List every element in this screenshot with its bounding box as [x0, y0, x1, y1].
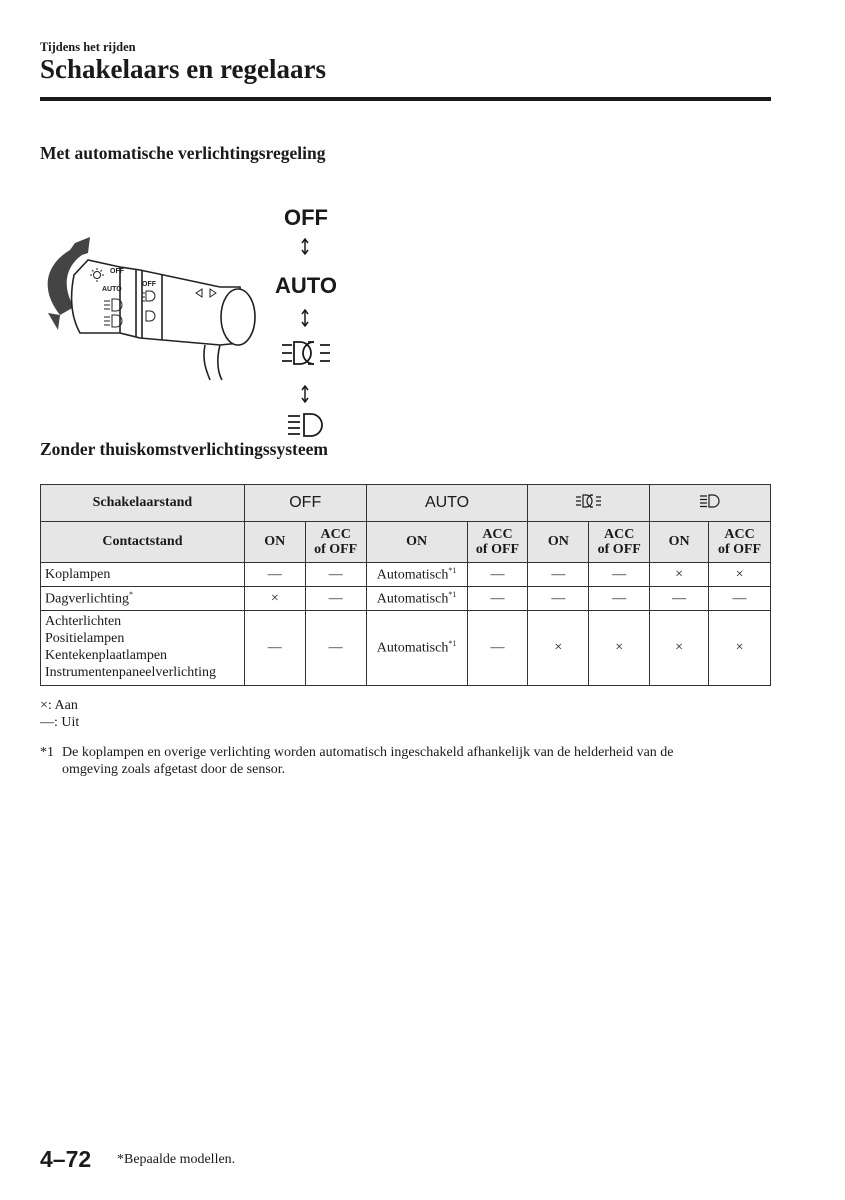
footnote-mark: *1: [40, 745, 54, 760]
subheading-no-home-lighting: Zonder thuiskomstverlichtingssysteem: [40, 439, 328, 459]
headlights-on-header: ON: [650, 522, 709, 563]
table-row: [41, 611, 771, 686]
mode-off-header: OFF: [244, 485, 366, 522]
table-cell: —: [589, 587, 650, 611]
light-switch-figure: [30, 195, 390, 440]
mode-headlights-header: [650, 485, 771, 522]
off-acc-header: ACC of OFF: [305, 522, 366, 563]
table-cell: ×: [709, 611, 771, 686]
table-row: [41, 563, 771, 587]
stalk-label-auto: AUTO: [102, 286, 122, 293]
table-cell: ×: [528, 611, 589, 686]
parking-lights-mode-icon: [282, 342, 330, 364]
stalk-label-off: OFF: [110, 268, 124, 275]
parking-on-header: ON: [528, 522, 589, 563]
stalk-label-off-2: OFF: [142, 281, 156, 288]
table-cell: —: [467, 563, 528, 587]
table-cell: ×: [589, 611, 650, 686]
auto-on-header: ON: [366, 522, 467, 563]
table-cell: ×: [650, 611, 709, 686]
row-label: Achterlichten Positielampen Kentekenplaatlampen Instrumentenpaneelverlichting: [41, 611, 245, 686]
subheading-auto-lights: Met automatische verlichtingsregeling: [40, 143, 326, 163]
table-cell: —: [305, 587, 366, 611]
table-row: [41, 587, 771, 611]
mode-off-label: OFF: [284, 205, 328, 230]
table-cell: —: [589, 563, 650, 587]
mode-auto-header: AUTO: [366, 485, 528, 522]
light-mode-table: [40, 484, 771, 686]
table-cell: —: [528, 563, 589, 587]
light-switch-illustration: [30, 195, 390, 440]
title-rule: [40, 97, 771, 101]
table-cell: —: [305, 563, 366, 587]
mode-auto-label: AUTO: [275, 273, 337, 298]
auto-acc-header: ACC of OFF: [467, 522, 528, 563]
table-cell: —: [709, 587, 771, 611]
table-cell: —: [305, 611, 366, 686]
parking-lights-icon: [575, 494, 603, 508]
table-cell: —: [467, 611, 528, 686]
section-label: Tijdens het rijden: [40, 40, 136, 54]
table-cell: —: [528, 587, 589, 611]
off-on-header: ON: [244, 522, 305, 563]
table-cell: —: [650, 587, 709, 611]
footnote-line-1: De koplampen en overige verlichting worden automatisch ingeschakeld afhankelijk van de helderheid van de: [62, 745, 674, 760]
footnote-line-2: omgeving zoals afgetast door de sensor.: [62, 762, 286, 777]
legend-on: ×: Aan: [40, 698, 78, 713]
table-cell: —: [244, 563, 305, 587]
switch-position-header: Schakelaarstand: [41, 485, 245, 522]
headlights-acc-header: ACC of OFF: [709, 522, 771, 563]
arrow-updown-2: [302, 310, 308, 326]
headlights-icon: [699, 494, 721, 508]
table-cell: —: [244, 611, 305, 686]
page-number: 4–72: [40, 1146, 92, 1172]
arrow-updown-3: [302, 386, 308, 402]
page-footnote: *Bepaalde modellen.: [117, 1152, 236, 1167]
row-label: Koplampen: [41, 563, 245, 587]
arrow-updown-1: [302, 239, 308, 254]
headlights-mode-icon: [288, 414, 322, 436]
table-cell: —: [467, 587, 528, 611]
footnote: [40, 744, 780, 778]
mode-parking-header: [528, 485, 650, 522]
parking-acc-header: ACC of OFF: [589, 522, 650, 563]
table-cell: Automatisch$^{*1}$: [366, 587, 467, 611]
page-title: Schakelaars en regelaars: [40, 54, 326, 84]
ignition-header: Contactstand: [41, 522, 245, 563]
table-cell: Automatisch$^{*1}$: [366, 563, 467, 587]
table-cell: Automatisch$^{*1}$: [366, 611, 467, 686]
legend: [40, 697, 79, 731]
table-cell: ×: [244, 587, 305, 611]
table-cell: ×: [650, 563, 709, 587]
table-cell: ×: [709, 563, 771, 587]
legend-off: —: Uit: [40, 715, 80, 730]
row-label: Dagverlichting*: [41, 587, 245, 611]
